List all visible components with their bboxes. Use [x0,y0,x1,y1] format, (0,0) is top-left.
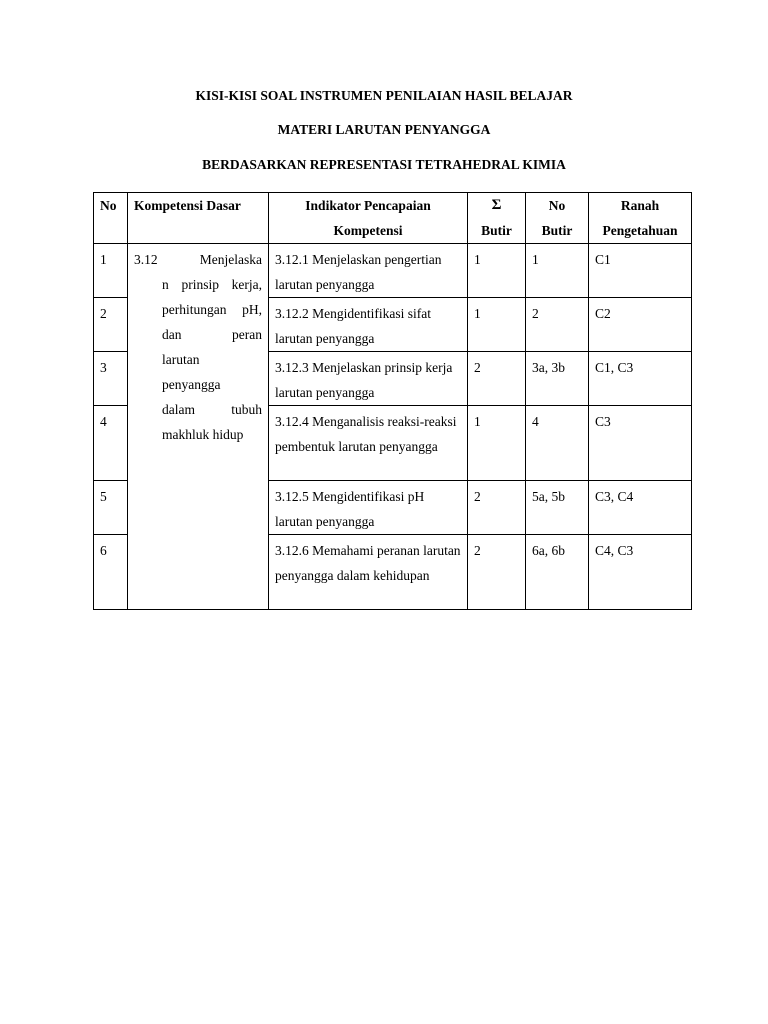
row-no: 4 [94,406,128,481]
document-subtitle-material: MATERI LARUTAN PENYANGGA [277,122,491,137]
header-sum-butir-label: Butir [481,223,512,238]
row-indikator: 3.12.3 Menjelaskan prinsip kerja larutan penyangga [269,352,468,406]
row-no: 6 [94,535,128,610]
kisi-kisi-table [93,192,692,610]
row-ranah: C1, C3 [589,352,692,406]
row-indikator: 3.12.6 Memahami peranan larutan penyangga dalam kehidupan [269,535,468,610]
kd-number: 3.12 [134,252,158,267]
row-no-butir: 2 [526,298,589,352]
row-sum: 2 [468,481,526,535]
kompetensi-dasar-cell [128,244,269,610]
row-no: 3 [94,352,128,406]
document-title: KISI-KISI SOAL INSTRUMEN PENILAIAN HASIL BELAJAR [195,88,573,103]
header-indikator: Indikator Pencapaian Kompetensi [269,193,468,244]
sigma-icon: Σ [491,197,502,213]
kd-first-word: Menjelaska [199,252,262,267]
kd-line: perhitungan pH, [162,302,262,317]
header-kompetensi-dasar: Kompetensi Dasar [128,193,269,244]
kd-line: penyangga [162,377,221,392]
row-indikator: 3.12.2 Mengidentifikasi sifat larutan penyangga [269,298,468,352]
row-no-butir: 5a, 5b [526,481,589,535]
row-no-butir: 3a, 3b [526,352,589,406]
row-no-butir: 4 [526,406,589,481]
kd-line: makhluk hidup [162,427,244,442]
row-ranah: C2 [589,298,692,352]
row-no: 5 [94,481,128,535]
row-no-butir: 6a, 6b [526,535,589,610]
row-sum: 1 [468,298,526,352]
row-ranah: C4, C3 [589,535,692,610]
table-header-row [94,193,692,244]
row-no-butir: 1 [526,244,589,298]
row-sum: 2 [468,352,526,406]
header-sum-butir [468,193,526,244]
header-no: No [94,193,128,244]
header-no-butir: No Butir [526,193,589,244]
row-sum: 1 [468,406,526,481]
row-indikator: 3.12.4 Menganalisis reaksi-reaksi pembentuk larutan penyangga [269,406,468,481]
row-no: 1 [94,244,128,298]
row-ranah: C3, C4 [589,481,692,535]
row-sum: 1 [468,244,526,298]
table-row [94,244,692,298]
header-ranah: Ranah Pengetahuan [589,193,692,244]
document-subtitle-basis: BERDASARKAN REPRESENTASI TETRAHEDRAL KIMIA [202,157,566,172]
row-ranah: C3 [589,406,692,481]
row-indikator: 3.12.1 Menjelaskan pengertian larutan penyangga [269,244,468,298]
row-no: 2 [94,298,128,352]
row-indikator: 3.12.5 Mengidentifikasi pH larutan penyangga [269,481,468,535]
row-sum: 2 [468,535,526,610]
kd-line: dan peran [162,327,262,342]
kd-line: n prinsip kerja, [162,277,262,292]
kd-line: dalam tubuh [162,402,262,417]
kd-line: larutan [162,352,200,367]
row-ranah: C1 [589,244,692,298]
